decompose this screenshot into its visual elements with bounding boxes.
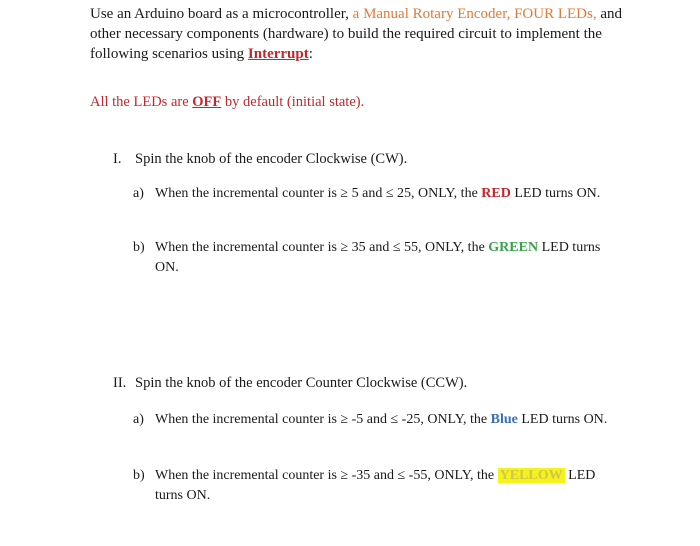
intro-components-highlight: a Manual Rotary Encoder, FOUR LEDs,	[352, 6, 597, 22]
green-led-label: GREEN	[488, 240, 539, 255]
intro-text-1: Use an Arduino board as a microcontroller,	[90, 6, 353, 22]
default-state-post: by default (initial state).	[221, 94, 365, 110]
item-text-pre: When the incremental counter is ≥ 5 and ≤ 25, ONLY, the	[155, 186, 482, 201]
section-number: I.	[113, 151, 122, 167]
list-item-cw-b	[133, 238, 613, 278]
section-number: II.	[113, 375, 127, 391]
section-ccw-heading	[113, 375, 467, 392]
item-letter: b)	[133, 468, 145, 483]
intro-text-2: and other necessary components (hardware) to build the required circuit to implement the following scenarios using	[90, 6, 623, 62]
list-item-ccw-b	[133, 466, 613, 506]
item-text-pre: When the incremental counter is ≥ 35 and ≤ 55, ONLY, the	[155, 240, 489, 255]
intro-paragraph	[90, 4, 650, 64]
item-text-pre: When the incremental counter is ≥ -35 and ≤ -55, ONLY, the	[155, 468, 498, 483]
item-letter: a)	[133, 186, 144, 201]
off-keyword: OFF	[192, 94, 222, 110]
section-cw-heading	[113, 151, 407, 168]
list-item-ccw-a	[133, 410, 613, 430]
red-led-label: RED	[481, 186, 511, 201]
item-text-post: LED turns ON.	[155, 468, 596, 503]
item-letter: a)	[133, 412, 144, 427]
item-letter: b)	[133, 240, 145, 255]
section-title: Spin the knob of the encoder Clockwise (CW).	[135, 151, 408, 167]
item-text-post: LED turns ON.	[155, 240, 601, 275]
yellow-led-label: YELLOW	[499, 468, 563, 483]
list-item-cw-a	[133, 184, 613, 204]
interrupt-keyword: Interrupt	[247, 46, 309, 62]
default-state-line	[90, 94, 364, 111]
blue-led-label: Blue	[490, 412, 518, 427]
default-state-pre: All the LEDs are	[90, 94, 193, 110]
item-text-pre: When the incremental counter is ≥ -5 and ≤ -25, ONLY, the	[155, 412, 491, 427]
item-text-post: LED turns ON.	[510, 186, 601, 201]
item-text-post: LED turns ON.	[517, 412, 608, 427]
intro-colon: :	[308, 46, 313, 62]
section-title: Spin the knob of the encoder Counter Clockwise (CCW).	[135, 375, 468, 391]
